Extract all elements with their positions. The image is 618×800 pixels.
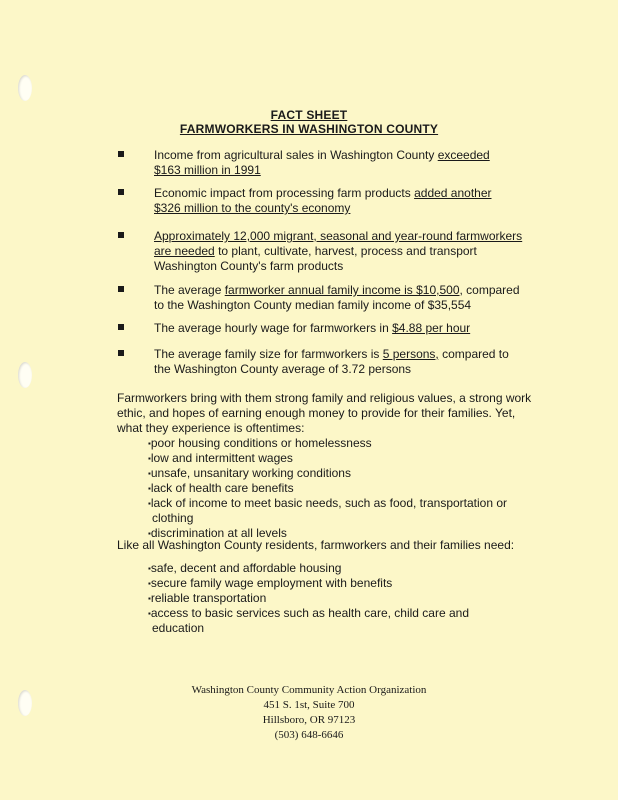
fact-text <box>154 283 554 313</box>
fact-text-underlined: exceeded <box>437 148 490 162</box>
fact-text-plain: compared to <box>438 347 509 361</box>
fact-text-underlined: are needed <box>154 244 215 258</box>
square-bullet-icon <box>118 286 124 292</box>
list-item: ▪ access to basic services such as health care, child care and education <box>148 606 497 636</box>
binder-hole-middle <box>18 362 32 388</box>
title-fact-sheet: FACT SHEET <box>270 108 348 122</box>
paragraph-line: what they experience is oftentimes: <box>117 421 305 435</box>
fact-text-plain: to plant, cultivate, harvest, process and transport <box>214 244 477 258</box>
needs-intro: Like all Washington County residents, farmworkers and their families need: <box>117 538 515 552</box>
org-name: Washington County Community Action Organization <box>191 684 427 696</box>
fact-text-underlined: 5 persons, <box>382 347 439 361</box>
footer-address <box>0 683 618 743</box>
fact-text <box>154 148 554 178</box>
list-item: ▪ low and intermittent wages <box>148 451 558 466</box>
square-bullet-icon <box>118 151 124 157</box>
fact-text-plain: Income from agricultural sales in Washington County <box>154 148 438 162</box>
fact-text-plain: The average <box>154 283 225 297</box>
square-bullet-icon <box>118 189 124 195</box>
street-address: 451 S. 1st, Suite 700 <box>263 699 355 711</box>
fact-text-underlined: added another <box>414 186 492 200</box>
fact-text <box>154 186 554 216</box>
list-item: ▪ unsafe, unsanitary working conditions <box>148 466 558 481</box>
fact-text-plain: Washington County's farm products <box>154 259 344 273</box>
fact-text-plain: , compared <box>459 283 520 297</box>
fact-text <box>154 229 554 274</box>
values-paragraph <box>117 391 557 436</box>
fact-text-plain: The average family size for farmworkers is <box>154 347 383 361</box>
square-bullet-icon <box>118 350 124 356</box>
fact-text <box>154 321 554 336</box>
list-item: ▪ lack of health care benefits <box>148 481 558 496</box>
square-bullet-icon <box>118 324 124 330</box>
list-item: ▪ reliable transportation <box>148 591 558 606</box>
fact-text-underlined: Approximately 12,000 migrant, seasonal and year-round farmworkers <box>154 229 523 243</box>
needs-list <box>148 561 558 636</box>
list-item: ▪ safe, decent and affordable housing <box>148 561 558 576</box>
list-item: ▪ secure family wage employment with benefits <box>148 576 558 591</box>
binder-hole-top <box>18 75 32 101</box>
fact-text-underlined: $326 million to the county's economy <box>154 201 351 215</box>
fact-text-plain: to the Washington County median family income of $35,554 <box>154 298 472 312</box>
paragraph-line: ethic, and hopes of earning enough money to provide for their families. Yet, <box>117 406 516 420</box>
fact-text <box>154 347 554 377</box>
fact-text-underlined: $4.88 per hour <box>392 321 471 335</box>
fact-text-underlined: farmworker annual family income is $10,500 <box>224 283 460 297</box>
paragraph-line: Farmworkers bring with them strong family and religious values, a strong work <box>117 391 532 405</box>
city-state-zip: Hillsboro, OR 97123 <box>262 714 356 726</box>
experiences-list <box>148 436 558 541</box>
list-item: ▪ lack of income to meet basic needs, such as food, transportation or clothing <box>148 496 517 526</box>
square-bullet-icon <box>118 232 124 238</box>
fact-text-underlined: $163 million in 1991 <box>154 163 261 177</box>
fact-text-plain: The average hourly wage for farmworkers in <box>154 321 393 335</box>
fact-text-plain: Economic impact from processing farm products <box>154 186 415 200</box>
fact-text-plain: the Washington County average of 3.72 persons <box>154 362 412 376</box>
title-farmworkers: FARMWORKERS IN WASHINGTON COUNTY <box>179 122 439 136</box>
list-item: ▪ discrimination at all levels <box>148 526 558 541</box>
list-item: ▪ poor housing conditions or homelessness <box>148 436 558 451</box>
phone-number: (503) 648-6646 <box>274 729 344 741</box>
